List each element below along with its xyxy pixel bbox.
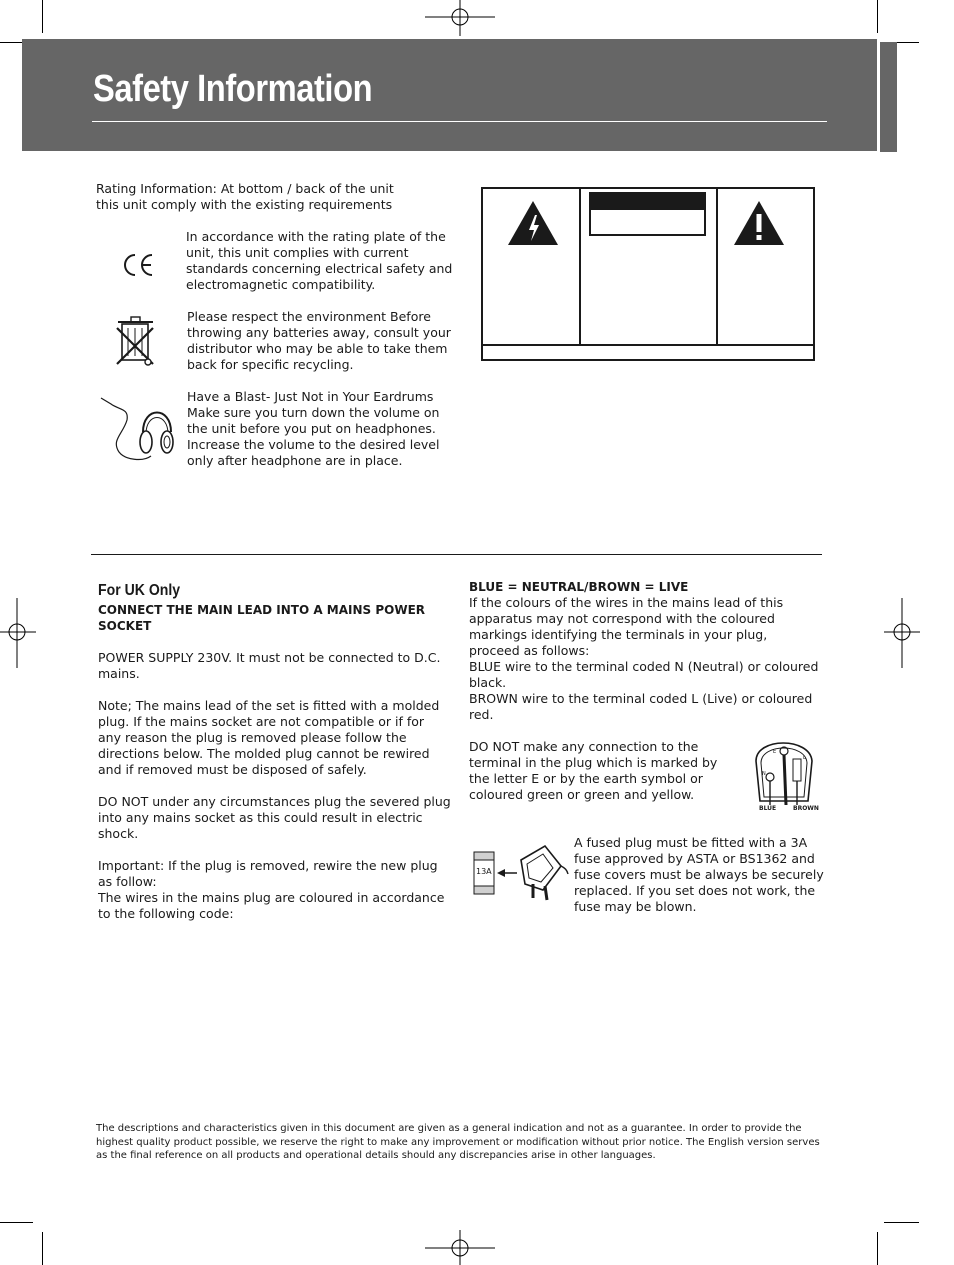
- crop-mark: [877, 1232, 878, 1265]
- wiring-heading: BLUE = NEUTRAL/BROWN = LIVE: [469, 580, 689, 594]
- registration-mark-bottom: [425, 1230, 495, 1265]
- crop-mark: [884, 1222, 919, 1223]
- plug-label-e: E: [773, 749, 777, 755]
- disclaimer-footer: The descriptions and characteristics given in this document are given as a general indication and not as a guarantee. In order to provide the highest quality product possible, we reserve the right to make any improvement or modification without prior notice. The English version serves as the final reference on all products and operational details should any discrepancies arise in other languages.: [96, 1123, 820, 1161]
- fuse-label: 13A: [476, 867, 492, 876]
- plug-label-blue: BLUE: [759, 805, 777, 812]
- crossed-bin-icon: [113, 314, 159, 368]
- crop-mark: [42, 1232, 43, 1265]
- rating-line-1: Rating Information: At bottom / back of the unit: [96, 181, 394, 196]
- earth-warning: DO NOT make any connection to the terminal in the plug which is marked by the letter E or by the earth symbol or coloured green or green and yellow.: [469, 739, 718, 802]
- crop-mark: [877, 0, 878, 33]
- uk-subtitle: CONNECT THE MAIN LEAD INTO A MAINS POWER SOCKET: [98, 603, 426, 633]
- rating-line-2: this unit comply with the existing requirements: [96, 197, 393, 212]
- header-side-tab: [880, 42, 897, 152]
- warning-divider: [716, 189, 718, 344]
- crop-mark: [42, 0, 43, 33]
- headphones-icon: [99, 392, 175, 464]
- uk-warning: DO NOT under any circumstances plug the severed plug into any mains socket as this could result in electric shock.: [98, 794, 451, 841]
- rating-info: [96, 181, 456, 213]
- ce-mark-icon: [120, 251, 156, 279]
- exclamation-warning-icon: [732, 199, 786, 247]
- recycling-notice-text: Please respect the environment Before throwing any batteries away, consult your distributor who may be able to take them back for specific recycling.: [187, 309, 451, 372]
- ce-notice-text: In accordance with the rating plate of the unit, this unit complies with current standards concerning electrical safety and electromagnetic compatibility.: [186, 229, 453, 292]
- registration-mark-top: [425, 0, 495, 36]
- fuse-instructions: A fused plug must be fitted with a 3A fuse approved by ASTA or BS1362 and fuse covers must be always be securely replaced. If you set does not work, the fuse may be blown.: [574, 835, 824, 914]
- uk-section-title: For UK Only: [98, 582, 181, 599]
- warning-divider: [483, 344, 813, 346]
- header-rule: [92, 121, 827, 122]
- uk-note: Note; The mains lead of the set is fitted with a molded plug. If the mains socket are not compatible or if for any reason the plug is removed please follow the directions below. The molded plug cannot be rewired and if removed must be disposed of safely.: [98, 698, 440, 777]
- section-divider: [91, 554, 822, 555]
- fused-plug-diagram: [473, 840, 569, 904]
- registration-mark-right: [884, 598, 920, 668]
- headphones-notice-text: Have a Blast- Just Not in Your Eardrums Make sure you turn down the volume on the unit before you put on headphones. Increase the volume to the desired level only after headphone are in place.: [187, 389, 440, 468]
- caution-banner-header: [591, 194, 704, 210]
- plug-label-l: L: [803, 755, 806, 761]
- page-title: Safety Information: [93, 68, 373, 110]
- caution-banner: [589, 192, 706, 236]
- warning-divider: [579, 189, 581, 344]
- uk-power-supply: POWER SUPPLY 230V. It must not be connected to D.C. mains.: [98, 650, 441, 681]
- crop-mark: [0, 1222, 33, 1223]
- plug-label-brown: BROWN: [793, 805, 819, 812]
- uk-important: Important: If the plug is removed, rewire the new plug as follow: The wires in the mains plug are coloured in accordance to the following code:: [98, 858, 445, 921]
- plug-wiring-diagram: [750, 731, 826, 815]
- lightning-warning-icon: [506, 199, 560, 247]
- warning-label-box: [481, 187, 815, 361]
- wiring-colour-instructions: If the colours of the wires in the mains lead of this apparatus may not correspond with the coloured markings identifying the terminals in your plug, proceed as follows: BLUE wire to the terminal coded N (Neutral) or coloured black. BROWN wire to the terminal coded L (Live) or coloured red.: [469, 595, 819, 722]
- registration-mark-left: [0, 598, 36, 668]
- plug-label-n: N: [762, 771, 766, 777]
